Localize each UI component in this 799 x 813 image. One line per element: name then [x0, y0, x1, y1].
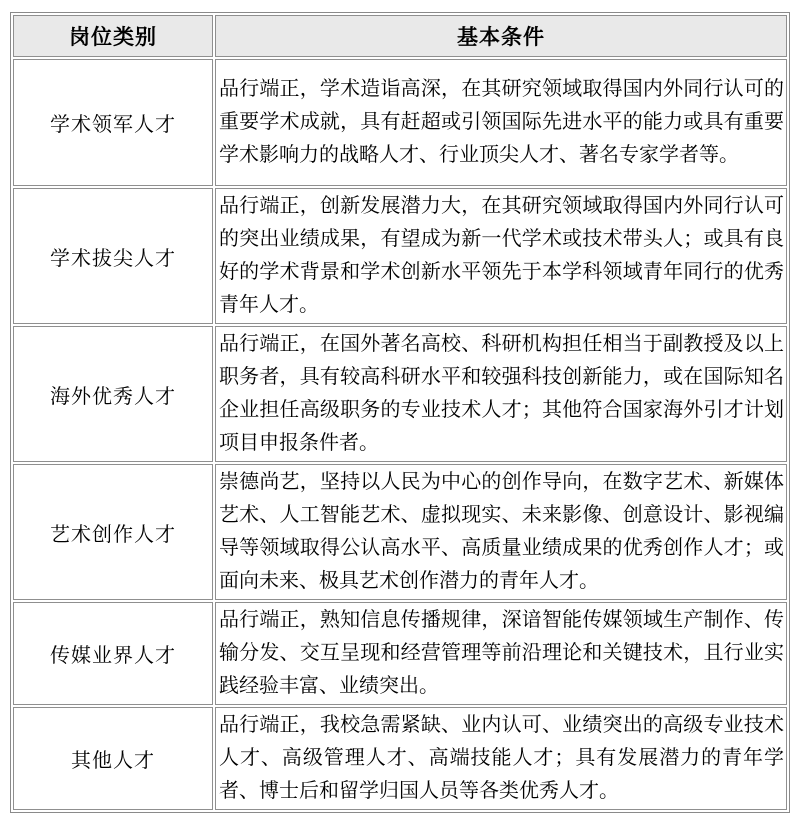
table-row	[13, 464, 787, 600]
table-row	[13, 707, 787, 810]
category-cell: 其他人才	[13, 707, 213, 810]
column-header-category: 岗位类别	[13, 15, 213, 57]
category-cell: 海外优秀人才	[13, 326, 213, 462]
condition-cell: 品行端正，在国外著名高校、科研机构担任相当于副教授及以上职务者，具有较高科研水平和较强科技创新能力，或在国际知名企业担任高级职务的专业技术人才；其他符合国家海外引才计划项目申报条件者。	[215, 326, 787, 462]
condition-cell: 品行端正，我校急需紧缺、业内认可、业绩突出的高级专业技术人才、高级管理人才、高端技能人才；具有发展潜力的青年学者、博士后和留学归国人员等各类优秀人才。	[215, 707, 787, 810]
category-cell: 艺术创作人才	[13, 464, 213, 600]
header-row	[13, 15, 787, 57]
column-header-basic-conditions: 基本条件	[215, 15, 787, 57]
talent-categories-table	[10, 12, 790, 813]
condition-cell: 品行端正，熟知信息传播规律，深谙智能传媒领域生产制作、传输分发、交互呈现和经营管理等前沿理论和关键技术，且行业实践经验丰富、业绩突出。	[215, 602, 787, 705]
table-row	[13, 602, 787, 705]
category-cell: 学术拔尖人才	[13, 188, 213, 324]
condition-cell: 品行端正，学术造诣高深，在其研究领域取得国内外同行认可的重要学术成就，具有赶超或引领国际先进水平的能力或具有重要学术影响力的战略人才、行业顶尖人才、著名专家学者等。	[215, 59, 787, 186]
table-row	[13, 59, 787, 186]
condition-cell: 崇德尚艺，坚持以人民为中心的创作导向，在数字艺术、新媒体艺术、人工智能艺术、虚拟现实、未来影像、创意设计、影视编导等领域取得公认高水平、高质量业绩成果的优秀创作人才；或面向未来、极具艺术创作潜力的青年人才。	[215, 464, 787, 600]
table-row	[13, 188, 787, 324]
condition-cell: 品行端正，创新发展潜力大，在其研究领域取得国内外同行认可的突出业绩成果，有望成为新一代学术或技术带头人；或具有良好的学术背景和学术创新水平领先于本学科领域青年同行的优秀青年人才。	[215, 188, 787, 324]
category-cell: 传媒业界人才	[13, 602, 213, 705]
table-row	[13, 326, 787, 462]
category-cell: 学术领军人才	[13, 59, 213, 186]
